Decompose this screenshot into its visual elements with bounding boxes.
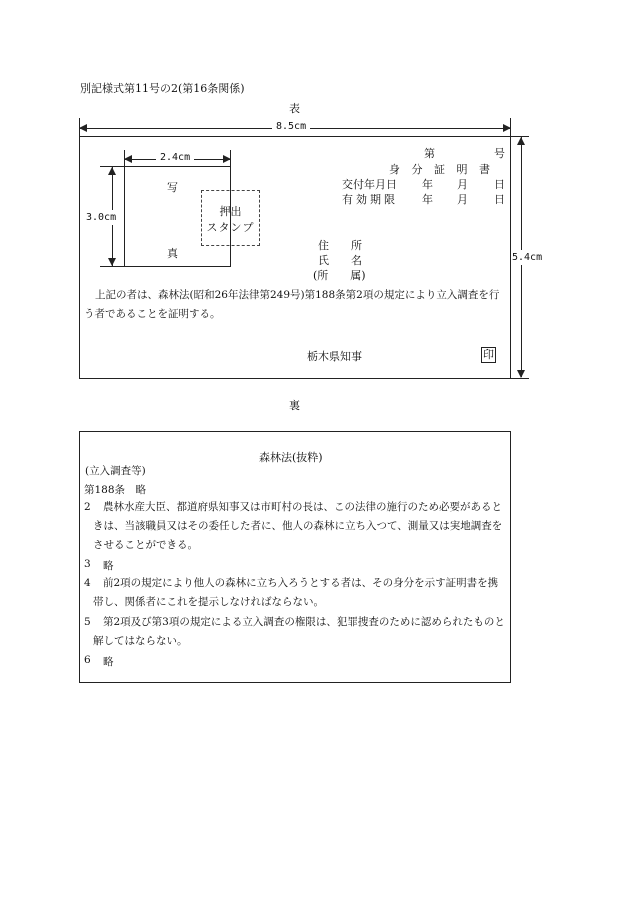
item-text: 前2項の規定により他人の森林に立ち入ろうとする者は、その身分を示す証明書を携帯し、関係者にこれを提示しなければならない。 [93, 577, 499, 608]
issue-day: 日 [494, 178, 505, 191]
article-line: 第188条 略 [84, 484, 147, 496]
item-number: 5 [84, 616, 91, 628]
item-number: 3 [84, 558, 91, 570]
item-number: 2 [84, 501, 91, 513]
address-label: 住 所 [318, 239, 362, 252]
issue-date-label: 交付年月日 [342, 178, 397, 191]
stamp-line-2: スタンプ [206, 221, 255, 234]
name-label: 氏 名 [318, 254, 362, 267]
photo-height-label: 3.0cm [86, 212, 117, 223]
expiry-day: 日 [494, 193, 505, 206]
issue-year: 年 [422, 178, 433, 191]
item-text: 農林水産大臣、都道府県知事又は市町村の長は、この法律の施行のため必要があるときは、当該職員又はその委任した者に、他人の森林に立ち入つて、測量又は実地調査をさせることができる。 [93, 501, 503, 551]
seal-mark: 印 [483, 348, 494, 361]
stamp-line-1: 押出 [219, 205, 242, 218]
doc-title: 身 分 証 明 書 [389, 163, 494, 176]
number-suffix: 号 [494, 147, 505, 160]
expiry-month: 月 [457, 193, 468, 206]
height-label: 5.4cm [512, 252, 543, 263]
photo-width-label: 2.4cm [156, 152, 194, 163]
photo-char-top: 写 [167, 181, 178, 194]
item-number: 4 [84, 577, 91, 589]
section-heading: (立入調査等) [85, 465, 146, 477]
law-title: 森林法(抜粋) [259, 451, 323, 464]
item-number: 6 [84, 654, 91, 666]
item-text: 略 [103, 560, 114, 572]
issuer: 栃木県知事 [307, 350, 362, 363]
expiry-year: 年 [422, 193, 433, 206]
photo-char-bottom: 真 [167, 247, 178, 260]
certification-text: 上記の者は、森林法(昭和26年法律第249号)第188条第2項の規定により立入調査を行う者であることを証明する。 [84, 289, 500, 320]
item-text: 第2項及び第3項の規定による立入調査の権限は、犯罪捜査のために認められたものと解してはならない。 [93, 616, 505, 647]
width-label: 8.5cm [272, 121, 310, 132]
item-text: 略 [103, 656, 114, 668]
front-heading: 表 [289, 102, 300, 115]
number-prefix: 第 [424, 147, 435, 160]
issue-month: 月 [457, 178, 468, 191]
back-heading: 裏 [289, 399, 300, 412]
affiliation-label: (所 属) [313, 269, 366, 282]
form-title: 別記様式第11号の2(第16条関係) [80, 82, 245, 95]
expiry-label: 有効期限 [342, 193, 398, 206]
